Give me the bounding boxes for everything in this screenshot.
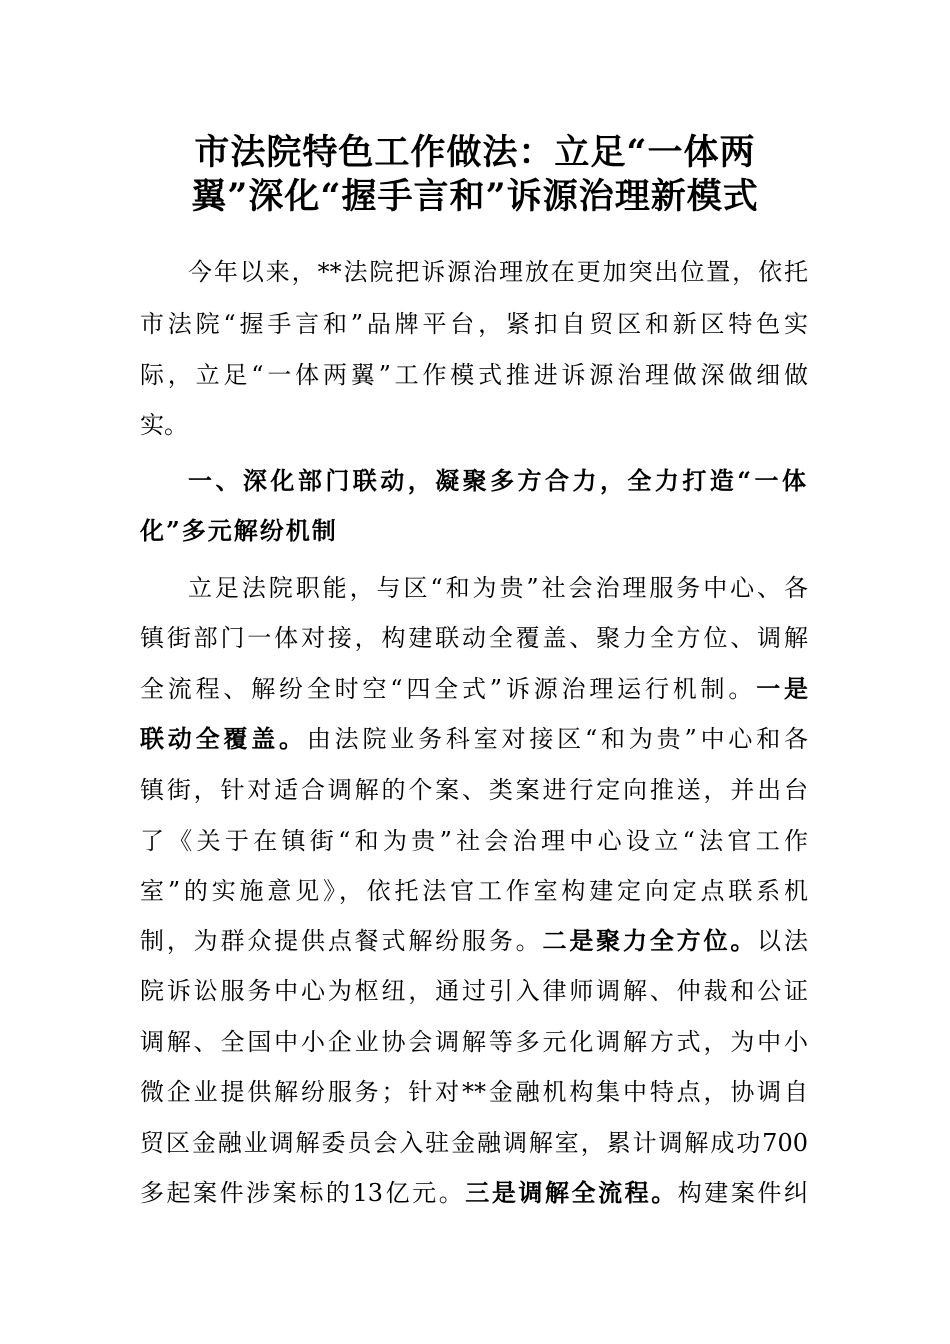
body-line-12: 贸区金融业调解委员会入驻金融调解室，累计调解成功700 — [140, 1129, 808, 1157]
body-line-10: 调解、全国中小企业协会调解等多元化调解方式，为中小 — [140, 1028, 808, 1056]
body-line-2: 镇街部门一体对接，构建联动全覆盖、聚力全方位、调解 — [140, 624, 808, 652]
body-line-13-text: 多起案件涉案标的13亿元。 — [140, 1179, 466, 1207]
body-line-8 — [140, 926, 808, 956]
body-line-3-text: 全流程、解纷全时空“四全式”诉源治理运行机制。 — [140, 675, 757, 703]
intro-line-3: 际，立足“一体两翼”工作模式推进诉源治理做深做细做 — [140, 361, 808, 389]
document-title-line-1: 市法院特色工作做法：立足“一体两 — [194, 132, 756, 173]
body-line-11: 微企业提供解纷服务；针对**金融机构集中特点，协调自 — [140, 1078, 808, 1106]
point-three-title: 三是调解全流程。 — [465, 1178, 678, 1207]
body-line-13-tail: 构建案件纠 — [677, 1179, 808, 1207]
body-line-5: 镇街，针对适合调解的个案、类案进行定向推送，并出台 — [140, 776, 808, 804]
body-line-4-text: 由法院业务科室对接区“和为贵”中心和各 — [306, 725, 809, 753]
document-title-line-2: 翼”深化“握手言和”诉源治理新模式 — [191, 176, 759, 217]
point-one-title: 联动全覆盖。 — [140, 724, 307, 753]
body-line-13 — [140, 1178, 808, 1208]
point-two-title: 二是聚力全方位。 — [542, 926, 758, 955]
body-line-8-text: 制，为群众提供点餐式解纷服务。 — [140, 927, 543, 955]
section-heading-line-1: 一、深化部门联动，凝聚多方合力，全力打造“一体 — [188, 466, 808, 495]
body-line-7: 室”的实施意见》，依托法官工作室构建定向定点联系机 — [140, 877, 808, 905]
body-line-1: 立足法院职能，与区“和为贵”社会治理服务中心、各 — [188, 574, 808, 602]
body-line-3 — [140, 674, 808, 704]
section-heading-line-2: 化”多元解纷机制 — [140, 516, 338, 545]
intro-line-1: 今年以来，**法院把诉源治理放在更加突出位置，依托 — [188, 258, 808, 286]
body-line-4 — [140, 724, 808, 754]
body-line-9: 院诉讼服务中心为枢纽，通过引入律师调解、仲裁和公证 — [140, 977, 808, 1005]
point-one-label: 一是 — [756, 674, 808, 703]
body-line-6: 了《关于在镇街“和为贵”社会治理中心设立“法官工作 — [140, 827, 808, 855]
body-line-8-tail: 以法 — [757, 927, 809, 955]
intro-line-4: 实。 — [140, 411, 188, 439]
intro-line-2: 市法院“握手言和”品牌平台，紧扣自贸区和新区特色实 — [140, 310, 808, 338]
